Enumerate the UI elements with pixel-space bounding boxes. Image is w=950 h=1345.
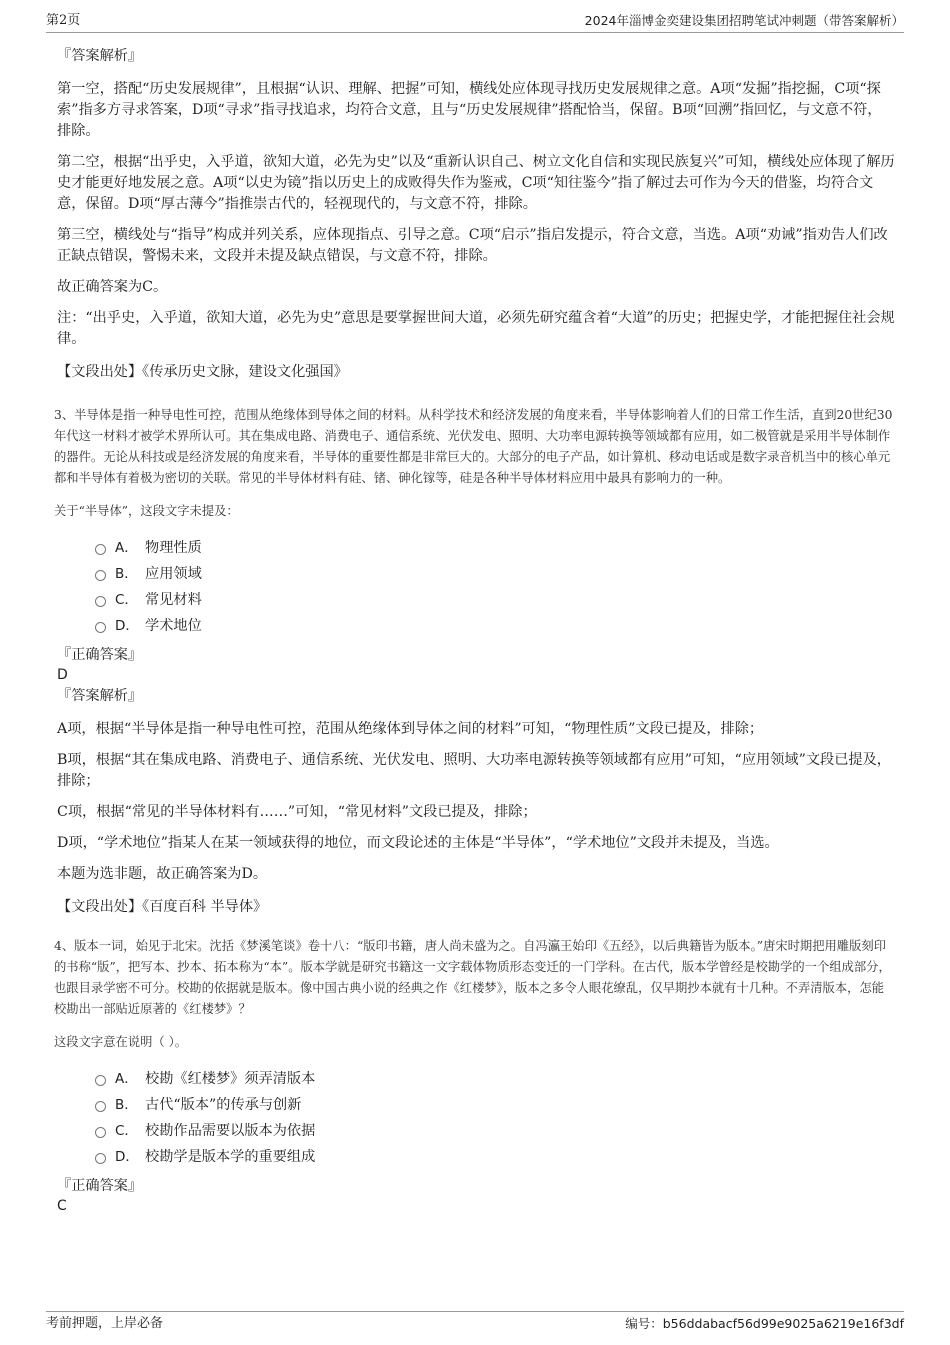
- code-value: b56ddabacf56d99e9025a6219e16f3df: [662, 1316, 904, 1331]
- analysis-paragraph: D项，“学术地位”指某人在某一领域获得的地位，而文段论述的主体是“半导体”，“学术地位”文段并未提及，当选。: [57, 835, 779, 851]
- answer-label: 『正确答案』: [57, 1178, 143, 1194]
- analysis-paragraph: 第一空，搭配“历史发展规律”，且根据“认识、理解、把握”可知，横线处应体现寻找历史发展规律之意。A项“发掘”指挖掘，C项“探索”指多方寻求答案，D项“寻求”指寻找追求，均符合文意，且与“历史发展规律”搭配恰当，保留。B项“回溯”指回忆，与文意不符，排除。: [57, 81, 882, 139]
- source-citation: 【文段出处】《传承历史文脉，建设文化强国》: [57, 364, 348, 380]
- radio-button[interactable]: [95, 622, 106, 633]
- document-title: 2024年淄博金奕建设集团招聘笔试冲刺题（带答案解析）: [584, 13, 904, 28]
- footer-slogan: 考前押题，上岸必备: [46, 1316, 164, 1331]
- radio-button[interactable]: [95, 570, 106, 581]
- option-d[interactable]: D． 校勘学是版本学的重要组成: [95, 1144, 895, 1170]
- answer-label: 『正确答案』: [57, 647, 143, 663]
- page-number: 第2页: [46, 13, 81, 28]
- radio-button[interactable]: [95, 1075, 106, 1086]
- option-a[interactable]: A． 物理性质: [95, 535, 895, 561]
- radio-button[interactable]: [95, 1101, 106, 1112]
- option-c[interactable]: C． 校勘作品需要以版本为依据: [95, 1118, 895, 1144]
- page-content: [54, 46, 895, 1217]
- page-header: [46, 12, 904, 33]
- analysis-label: 『答案解析』: [57, 48, 143, 64]
- source-citation: 【文段出处】《百度百科 半导体》: [57, 899, 268, 915]
- option-list: [95, 535, 895, 639]
- question-stem: 3、半导体是指一种导电性可控，范围从绝缘体到导体之间的材料。从科学技术和经济发展的角度来看，半导体影响着人们的日常工作生活，直到20世纪30年代这一材料才被学术界所认可。其在集成电路、消费电子、通信系统、光伏发电、照明、大功率电源转换等领域都有应用，如二极管就是采用半导体制作的器件。无论从科技或是经济发展的角度来看，半导体的重要性都是非常巨大的。大部分的电子产品，如计算机、移动电话或是数字录音机当中的核心单元都和半导体有着极为密切的关联。常见的半导体材料有硅、锗、砷化镓等，硅是各种半导体材料应用中最具有影响力的一种。: [54, 408, 893, 485]
- option-c[interactable]: C． 常见材料: [95, 587, 895, 613]
- question-prompt: 这段文字意在说明（ ）。: [54, 1035, 188, 1049]
- option-list: [95, 1066, 895, 1170]
- code-label: 编号：: [625, 1316, 663, 1331]
- question-prompt: 关于“半导体”，这段文字未提及：: [54, 504, 239, 518]
- analysis-paragraph: 第三空，横线处与“指导”构成并列关系，应体现指点、引导之意。C项“启示”指启发提示，符合文意，当选。A项“劝诫”指劝告人们改正缺点错误，警惕未来，文段并未提及缺点错误，与文意不符，排除。: [57, 227, 888, 264]
- option-d[interactable]: D． 学术地位: [95, 613, 895, 639]
- analysis-paragraph: 第二空，根据“出乎史，入乎道，欲知大道，必先为史”以及“重新认识自己、树立文化自信和实现民族复兴”可知，横线处应体现了解历史才能更好地发展之意。A项“以史为镜”指以历史上的成败得失作为鉴戒，C项“知往鉴今”指了解过去可作为今天的借鉴，均符合文意，保留。D项“厚古薄今”指推崇古代的，轻视现代的，与文意不符，排除。: [57, 154, 895, 212]
- analysis-paragraph: 本题为选非题，故正确答案为D。: [57, 866, 268, 882]
- radio-button[interactable]: [95, 544, 106, 555]
- radio-button[interactable]: [95, 1127, 106, 1138]
- question-2-analysis: [57, 46, 895, 383]
- analysis-note: 注：“出乎史，入乎道，欲知大道，必先为史”意思是要掌握世间大道，必须先研究蕴含着“大道”的历史；把握史学，才能把握住社会规律。: [57, 310, 895, 347]
- analysis-paragraph: A项，根据“半导体是指一种导电性可控，范围从绝缘体到导体之间的材料”可知，“物理性质”文段已提及，排除；: [57, 721, 764, 737]
- question-3: [54, 405, 895, 918]
- option-b[interactable]: B． 古代“版本”的传承与创新: [95, 1092, 895, 1118]
- analysis-paragraph: B项，根据“其在集成电路、消费电子、通信系统、光伏发电、照明、大功率电源转换等领域都有应用”可知，“应用领域”文段已提及，排除；: [57, 752, 891, 789]
- question-4: [54, 936, 895, 1215]
- correct-answer: D: [57, 667, 68, 683]
- page-footer: [46, 1311, 904, 1334]
- radio-button[interactable]: [95, 596, 106, 607]
- analysis-label: 『答案解析』: [57, 688, 143, 704]
- analysis-paragraph: 故正确答案为C。: [57, 279, 168, 295]
- option-b[interactable]: B． 应用领域: [95, 561, 895, 587]
- document-code: [625, 1313, 904, 1335]
- correct-answer: C: [57, 1198, 67, 1214]
- question-stem: 4、版本一词，始见于北宋。沈括《梦溪笔谈》卷十八：“版印书籍，唐人尚未盛为之。自冯瀛王始印《五经》，以后典籍皆为版本。”唐宋时期把用雕版刻印的书称“版”，把写本、抄本、拓本称为“本”。版本学就是研究书籍这一文字载体物质形态变迁的一门学科。在古代，版本学曾经是校勘学的一个组成部分，也跟目录学密不可分。校勘的依据就是版本。像中国古典小说的经典之作《红楼梦》，版本之多令人眼花缭乱，仅早期抄本就有十几种。不弄清版本，怎能校勘出一部贴近原著的《红楼梦》？: [54, 939, 891, 1016]
- analysis-paragraph: C项，根据“常见的半导体材料有……”可知，“常见材料”文段已提及，排除；: [57, 804, 537, 820]
- radio-button[interactable]: [95, 1153, 106, 1164]
- option-a[interactable]: A． 校勘《红楼梦》须弄清版本: [95, 1066, 895, 1092]
